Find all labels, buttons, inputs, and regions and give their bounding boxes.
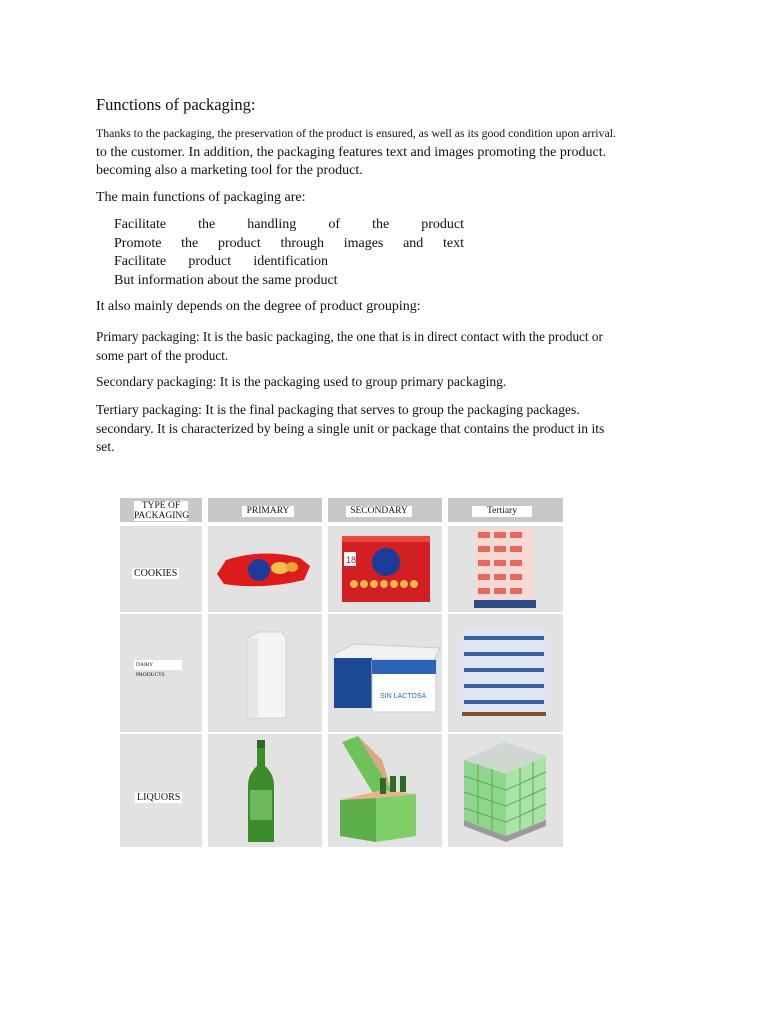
intro-line-3: becoming also a marketing tool for the product. [96,163,363,178]
row-label-liquors: LIQUORS [137,792,181,803]
bottle-carrier-image [336,736,420,844]
list-item: Promote the product through images and text [114,235,464,251]
milk-pallet-image [460,626,548,718]
main-functions-label: The main functions of packaging are: [96,190,306,205]
row-label-dairy: DAIRY PRODUCTS [134,660,182,670]
header-type-label: TYPE OF PACKAGING [134,501,190,521]
header-secondary-label: SECONDARY [346,506,412,517]
secondary-definition: Secondary packaging: It is the packaging used to group primary packaging. [96,374,507,389]
intro-line-1: Thanks to the packaging, the preservation of the product is ensured, as well as its good condition upon arrival. [96,126,616,140]
list-item: Facilitate product identification [114,254,328,269]
intro-paragraph [96,144,656,180]
row-label-cookies: COOKIES [134,568,178,579]
header-tertiary-label: Tertiary [472,506,532,517]
intro-line-2: to the customer. In addition, the packaging features text and images promoting the product. [96,145,607,160]
box-count-text: 18 [346,555,357,565]
green-bottle-image [244,738,278,846]
functions-list [114,216,464,290]
list-item: Facilitate the handling of the product [114,217,464,232]
primary-definition: Primary packaging: It is the basic packaging, the one that is in direct contact with the product or some part of the product. [96,329,603,363]
biscuit-roll-image [214,550,314,590]
cookie-box-image [340,532,432,604]
cookie-pallet-image [472,528,538,612]
tertiary-definition: Tertiary packaging: It is the final packaging that serves to group the packaging packages. secondary. It is characterized by being a single unit or package that contains the product in its set. [96,402,605,454]
milk-carton-image [242,628,288,722]
carton-brand-text: SIN LACTOSA [380,693,427,700]
milk-case-image [330,640,442,714]
liquor-pallet-image [460,734,550,842]
header-primary-label: PRIMARY [242,506,294,517]
row-label-cell [120,734,202,847]
page-title: Functions of packaging: [96,95,256,114]
packaging-table [120,498,563,847]
grouping-intro: It also mainly depends on the degree of product grouping: [96,299,421,314]
list-item: But information about the same product [114,272,338,288]
